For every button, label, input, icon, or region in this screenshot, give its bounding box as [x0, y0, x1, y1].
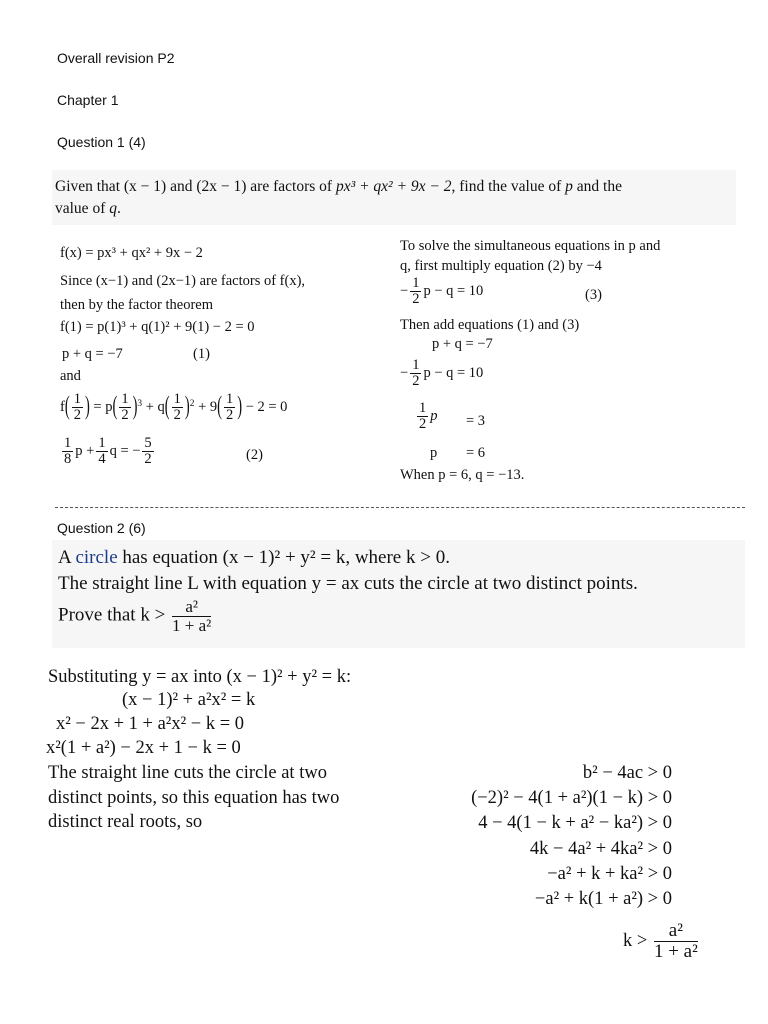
question-2-prompt-line-2: The straight line L with equation y = ax cuts the circle at two distinct points.: [58, 573, 638, 594]
q1-add-equations: Then add equations (1) and (3): [400, 317, 580, 333]
q2-reasoning-1: The straight line cuts the circle at two: [48, 763, 327, 783]
q1-f-of-half: f( $\frac{1}{2}$ ) = p( $\frac{1}{2}$ )$^3$ + q( $\frac{1}{2}$ )$^2$ + 9( $\frac{1}{2}$ ) − 2 = 0: [60, 391, 288, 424]
q1-function-definition: f(x) = px³ + qx² + 9x − 2: [60, 245, 203, 261]
q2-step-1: (x − 1)² + a²x² = k: [122, 690, 256, 710]
q2-discriminant-step-2: 4 − 4(1 − k + a² − ka²) > 0: [478, 813, 672, 833]
q2-substituting: Substituting y = ax into (x − 1)² + y² = k:: [48, 667, 352, 687]
q1-equation-2-tag: (2): [246, 447, 263, 463]
q1-equation-1-tag: (1): [193, 346, 210, 362]
q1-factor-theorem-line: then by the factor theorem: [60, 297, 213, 313]
question-1-label: Question 1 (4): [57, 134, 146, 150]
q2-step-2: x² − 2x + 1 + a²x² − k = 0: [56, 714, 245, 734]
q2-discriminant-step-1: (−2)² − 4(1 + a²)(1 − k) > 0: [471, 788, 672, 808]
document-title: Overall revision P2: [57, 50, 175, 66]
q1-f-of-1: f(1) = p(1)³ + q(1)² + 9(1) − 2 = 0: [60, 319, 255, 335]
q2-reasoning-2: distinct points, so this equation has two: [48, 788, 340, 808]
q1-conclusion: When p = 6, q = −13.: [400, 467, 525, 483]
q2-discriminant-step-5: −a² + k(1 + a²) > 0: [534, 889, 672, 909]
q1-equation-3-tag: (3): [585, 287, 602, 303]
q1-p-label: p: [430, 445, 438, 461]
q1-p-value: = 6: [466, 445, 486, 461]
question-2-prompt-line-3: Prove that k > $\frac{\text{a²}}{\text{1 + a²}}$: [58, 597, 212, 635]
q2-final-result: k > $\frac{\text{a²}}{\text{1 + a²}}$: [623, 920, 698, 962]
q1-equation-3: − $\frac{1}{2}$ p − q = 10: [400, 275, 484, 308]
q1-half-p: $\frac{1}{2}$ p: [419, 400, 438, 433]
q1-since-line: Since (x−1) and (2x−1) are factors of f(x),: [60, 273, 306, 289]
q1-right-intro-2: q, first multiply equation (2) by −4: [400, 258, 602, 274]
q1-right-eq-3: − $\frac{1}{2}$ p − q = 10: [400, 357, 484, 390]
q1-and: and: [60, 368, 81, 384]
question-1-prompt-line-2: value of q.: [55, 200, 121, 217]
question-2-prompt-line-1: A circle has equation (x − 1)² + y² = k, where k > 0.: [58, 547, 450, 568]
q2-step-3: x²(1 + a²) − 2x + 1 − k = 0: [46, 738, 241, 758]
q2-discriminant-step-3: 4k − 4a² + 4ka² > 0: [529, 839, 672, 859]
question-2-label: Question 2 (6): [57, 520, 146, 536]
q2-discriminant-step-4: −a² + k + ka² > 0: [547, 864, 672, 884]
q1-right-eq-1: p + q = −7: [432, 336, 493, 352]
chapter-heading: Chapter 1: [57, 92, 119, 108]
question-1-prompt-line-1: Given that (x − 1) and (2x − 1) are factors of px³ + qx² + 9x − 2, find the value of p and the: [55, 178, 622, 195]
q1-equation-1: p + q = −7: [62, 346, 123, 362]
q1-half-p-value: = 3: [466, 413, 486, 429]
section-divider: [55, 507, 745, 508]
q1-right-intro-1: To solve the simultaneous equations in p and: [400, 238, 661, 254]
q2-reasoning-3: distinct real roots, so: [48, 812, 203, 832]
q1-equation-2: $\frac{1}{8}$ p + $\frac{1}{4}$ q = − $\frac{5}{2}$: [64, 435, 152, 468]
q2-discriminant: b² − 4ac > 0: [582, 763, 672, 783]
